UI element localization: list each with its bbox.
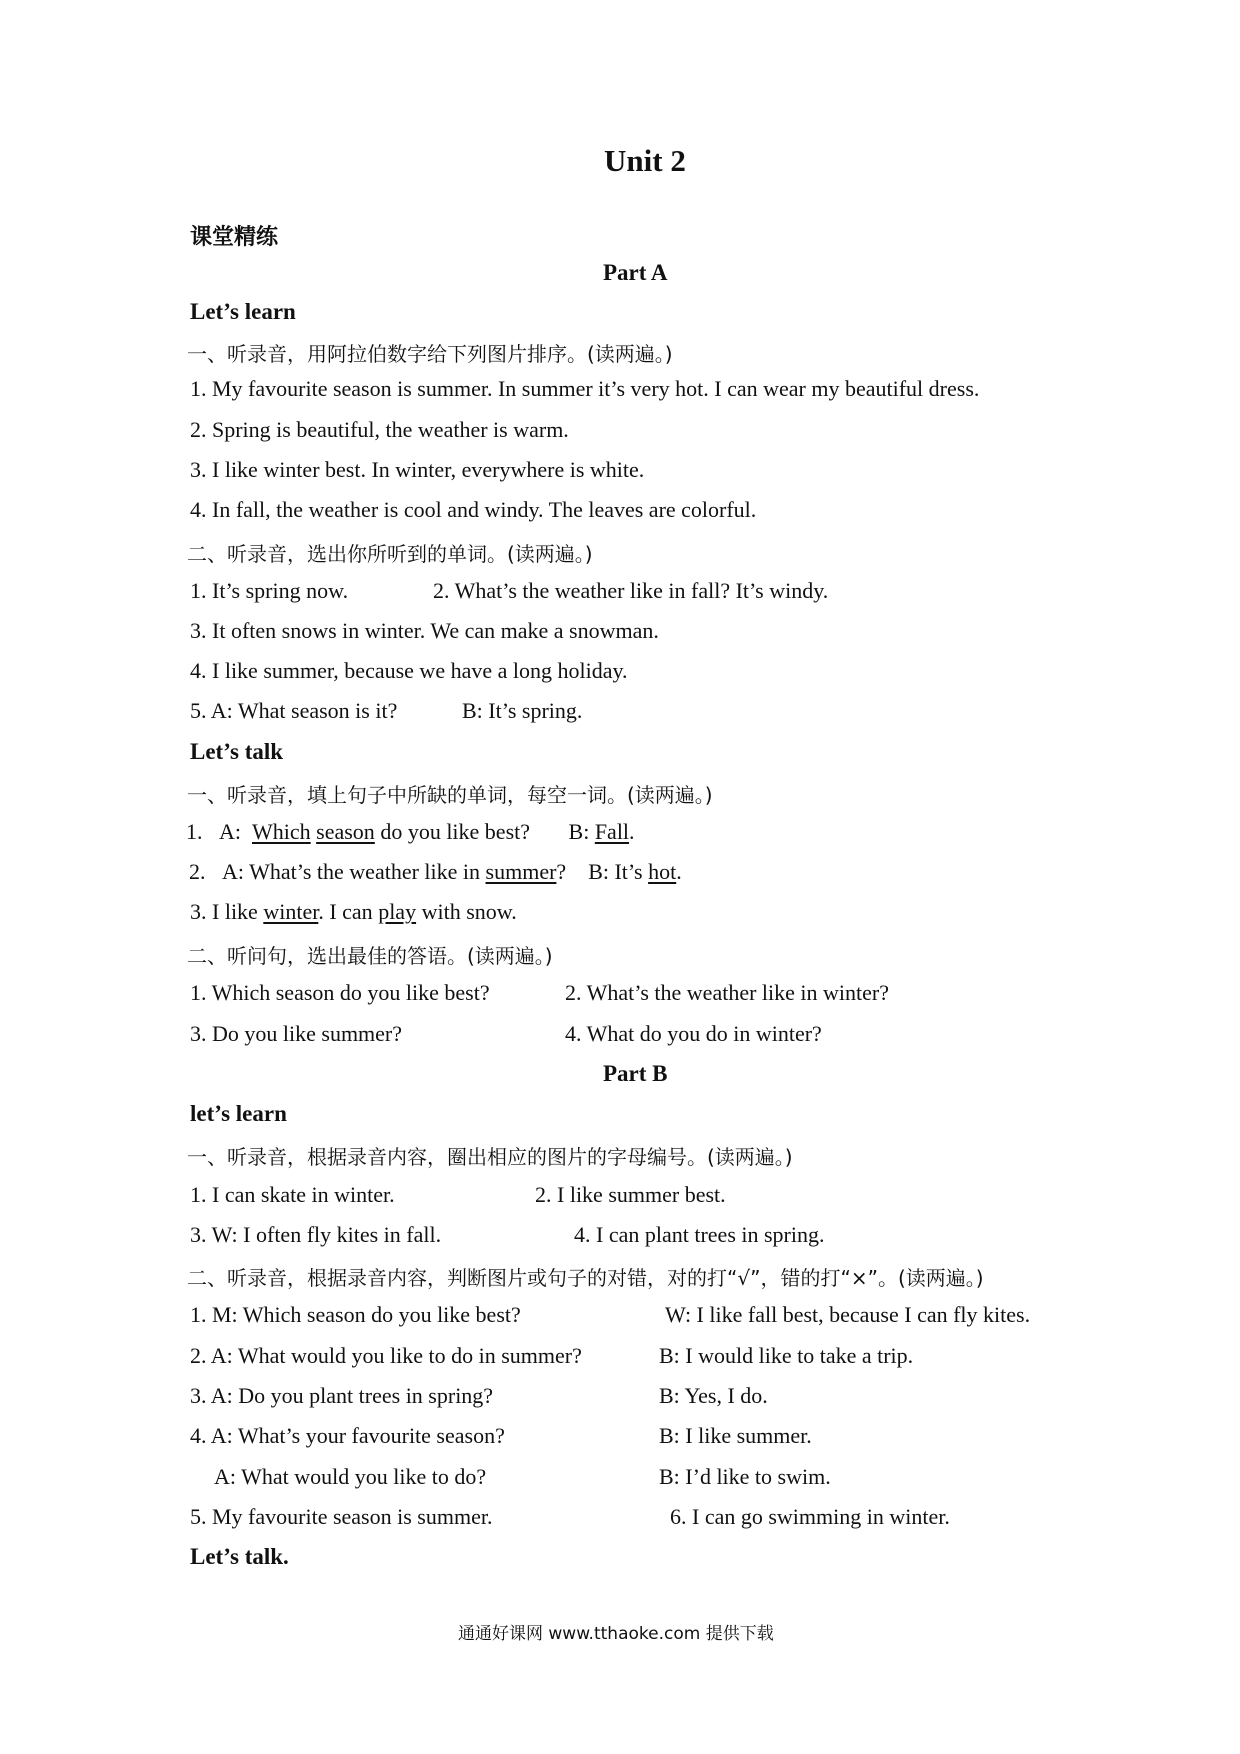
- fill-blank-line: 2. A: What’s the weather like in summer? B: It’s hot.: [189, 859, 682, 884]
- dialogue-line: B: I’d like to swim.: [659, 1464, 831, 1489]
- dialogue-line: 1. M: Which season do you like best?: [190, 1302, 521, 1327]
- dialogue-line: 3. A: Do you plant trees in spring?: [190, 1383, 494, 1408]
- answer-word: hot: [648, 859, 677, 884]
- lets-learn-heading: Let’s learn: [190, 299, 296, 324]
- dialogue-line: B: Yes, I do.: [659, 1383, 768, 1408]
- answer-word: Fall: [594, 819, 630, 844]
- answer-word: summer: [485, 859, 557, 884]
- answer-word: season: [316, 819, 375, 844]
- listening-item: 3. W: I often fly kites in fall.: [190, 1222, 442, 1247]
- listening-item: 1. It’s spring now.: [190, 578, 349, 603]
- page-footer: 通通好课网 www.tthaoke.com 提供下载: [458, 1624, 774, 1644]
- instruction-a-learn-1: 一、听录音，用阿拉伯数字给下列图片排序。(读两遍。): [187, 342, 673, 366]
- lets-talk-heading-b: Let’s talk.: [190, 1544, 289, 1569]
- instruction-a-talk-2: 二、听问句，选出最佳的答语。(读两遍。): [187, 944, 553, 968]
- listening-item: 4. In fall, the weather is cool and windy. The leaves are colorful.: [190, 497, 757, 522]
- answer-word: Which: [252, 819, 311, 844]
- page-title: Unit 2: [604, 143, 686, 178]
- dialogue-line: W: I like fall best, because I can fly kites.: [665, 1302, 1031, 1327]
- part-b-heading: Part B: [603, 1061, 668, 1086]
- listening-item: 2. Spring is beautiful, the weather is warm.: [190, 417, 569, 442]
- dialogue-line: 5. My favourite season is summer.: [190, 1504, 493, 1529]
- listening-item: B: It’s spring.: [462, 698, 583, 723]
- instruction-b-learn-1: 一、听录音，根据录音内容，圈出相应的图片的字母编号。(读两遍。): [187, 1145, 793, 1169]
- listening-item: 3. I like winter best. In winter, everywhere is white.: [190, 457, 645, 482]
- fill-blank-line: 1. A: Which season do you like best? B: Fall.: [186, 819, 635, 844]
- dialogue-line: A: What would you like to do?: [214, 1464, 487, 1489]
- section-heading: 课堂精练: [190, 225, 279, 250]
- question-item: 4. What do you do in winter?: [565, 1021, 822, 1046]
- listening-item: 2. What’s the weather like in fall? It’s windy.: [433, 578, 829, 603]
- listening-item: 2. I like summer best.: [535, 1182, 726, 1207]
- question-item: 3. Do you like summer?: [190, 1021, 403, 1046]
- listening-item: 4. I can plant trees in spring.: [574, 1222, 825, 1247]
- instruction-a-learn-2: 二、听录音，选出你所听到的单词。(读两遍。): [187, 542, 593, 566]
- instruction-a-talk-1: 一、听录音，填上句子中所缺的单词，每空一词。(读两遍。): [187, 783, 713, 807]
- lets-learn-heading-b: let’s learn: [190, 1101, 287, 1126]
- dialogue-line: 6. I can go swimming in winter.: [670, 1504, 950, 1529]
- lets-talk-heading: Let’s talk: [190, 739, 284, 764]
- dialogue-line: 2. A: What would you like to do in summer?: [190, 1343, 582, 1368]
- dialogue-line: 4. A: What’s your favourite season?: [190, 1423, 505, 1448]
- part-a-heading: Part A: [603, 260, 668, 285]
- instruction-b-learn-2: 二、听录音，根据录音内容，判断图片或句子的对错，对的打“√”，错的打“×”。(读两遍。): [187, 1266, 984, 1290]
- question-item: 1. Which season do you like best?: [190, 980, 490, 1005]
- listening-item: 1. My favourite season is summer. In summer it’s very hot. I can wear my beautiful dress.: [190, 376, 980, 401]
- answer-word: play: [378, 899, 417, 924]
- question-item: 2. What’s the weather like in winter?: [565, 980, 889, 1005]
- listening-item: 1. I can skate in winter.: [190, 1182, 395, 1207]
- dialogue-line: B: I would like to take a trip.: [659, 1343, 914, 1368]
- answer-word: winter: [263, 899, 319, 924]
- fill-blank-line: 3. I like winter. I can play with snow.: [190, 899, 517, 924]
- listening-item: 4. I like summer, because we have a long holiday.: [190, 658, 628, 683]
- listening-item: 5. A: What season is it?: [190, 698, 398, 723]
- listening-item: 3. It often snows in winter. We can make a snowman.: [190, 618, 659, 643]
- dialogue-line: B: I like summer.: [659, 1423, 812, 1448]
